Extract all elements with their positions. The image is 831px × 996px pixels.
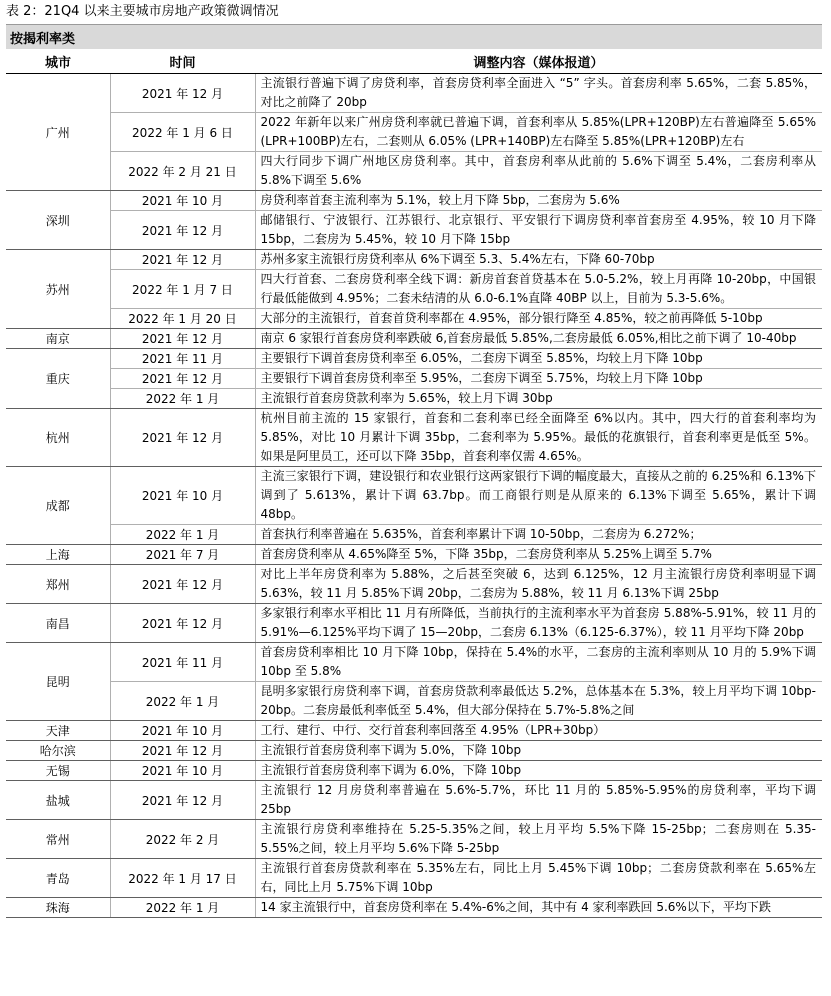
table-row [6,270,822,309]
time-cell: 2021 年 12 月 [110,369,255,389]
table-row [6,525,822,545]
time-cell: 2021 年 10 月 [110,191,255,211]
city-cell: 珠海 [6,898,110,918]
table-row [6,859,822,898]
time-cell: 2021 年 11 月 [110,349,255,369]
time-cell: 2021 年 12 月 [110,74,255,113]
content-cell: 四大行首套、二套房贷利率全线下调：新房首套首贷基本在 5.0-5.2%，较上月再降 10-20bp，中国银行最低能做到 4.95%；二套未结清的从 6.0-6.1%直降 40BP 以上，目前为 5.3-5.6%。 [255,270,822,309]
time-cell: 2022 年 1 月 [110,682,255,721]
city-cell: 成都 [6,467,110,545]
content-cell: 杭州目前主流的 15 家银行，首套和二套利率已经全面降至 6%以内。其中，四大行的首套利率均为 5.85%，对比 10 月累计下调 35bp，二套利率为 5.95%。最低的花旗银行，首套利率更是低至 5%。如果是阿里员工，还可以下降 35bp，首套利率仅需 4.65%。 [255,409,822,467]
content-cell: 首套房贷利率相比 10 月下降 10bp，保持在 5.4%的水平，二套房的主流利率则从 10 月的 5.9%下调 10bp 至 5.8% [255,643,822,682]
time-cell: 2022 年 1 月 7 日 [110,270,255,309]
table-row [6,250,822,270]
table-row [6,565,822,604]
city-cell: 南昌 [6,604,110,643]
content-cell: 房贷利率首套主流利率为 5.1%，较上月下降 5bp，二套房为 5.6% [255,191,822,211]
time-cell: 2022 年 1 月 [110,389,255,409]
content-cell: 苏州多家主流银行房贷利率从 6%下调至 5.3、5.4%左右，下降 60-70bp [255,250,822,270]
time-cell: 2021 年 7 月 [110,545,255,565]
header-row [6,49,822,74]
policy-table [6,24,822,918]
city-cell: 重庆 [6,349,110,409]
time-cell: 2021 年 12 月 [110,409,255,467]
content-cell: 主流银行普遍下调了房贷利率，首套房贷利率全面进入 “5” 字头。首套房利率 5.65%，二套 5.85%，对比之前降了 20bp [255,74,822,113]
time-cell: 2022 年 2 月 21 日 [110,152,255,191]
time-cell: 2021 年 12 月 [110,329,255,349]
time-cell: 2022 年 1 月 6 日 [110,113,255,152]
content-cell: 主要银行下调首套房贷利率至 5.95%，二套房下调至 5.75%，均较上月下降 10bp [255,369,822,389]
table-row [6,409,822,467]
content-cell: 主流银行 12 月房贷利率普遍在 5.6%-5.7%，环比 11 月的 5.85%-5.95%的房贷利率，平均下调 25bp [255,781,822,820]
table-row [6,781,822,820]
city-cell: 上海 [6,545,110,565]
city-cell: 哈尔滨 [6,741,110,761]
section-label: 按揭利率类 [6,25,822,50]
content-cell: 南京 6 家银行首套房贷利率跌破 6,首套房最低 5.85%,二套房最低 6.05%,相比之前下调了 10-40bp [255,329,822,349]
content-cell: 主流银行首套房贷款利率为 5.65%，较上月下调 30bp [255,389,822,409]
city-cell: 广州 [6,74,110,191]
table-row [6,329,822,349]
city-cell: 杭州 [6,409,110,467]
content-cell: 首套房贷利率从 4.65%降至 5%，下降 35bp，二套房贷利率从 5.25%上调至 5.7% [255,545,822,565]
table-row [6,191,822,211]
content-cell: 四大行同步下调广州地区房贷利率。其中，首套房利率从此前的 5.6%下调至 5.4%，二套房利率从 5.8%下调至 5.6% [255,152,822,191]
time-cell: 2022 年 2 月 [110,820,255,859]
time-cell: 2021 年 12 月 [110,565,255,604]
table-row [6,467,822,525]
city-cell: 苏州 [6,250,110,329]
city-cell: 天津 [6,721,110,741]
city-cell: 郑州 [6,565,110,604]
table-row [6,389,822,409]
table-row [6,820,822,859]
table-row [6,369,822,389]
table-row [6,152,822,191]
time-cell: 2021 年 11 月 [110,643,255,682]
table-caption: 表 2：21Q4 以来主要城市房地产政策微调情况 [6,4,279,19]
city-cell: 青岛 [6,859,110,898]
table-row [6,545,822,565]
table-row [6,349,822,369]
content-cell: 主流银行首套房贷利率下调为 5.0%，下降 10bp [255,741,822,761]
time-cell: 2022 年 1 月 20 日 [110,309,255,329]
content-cell: 工行、建行、中行、交行首套利率回落至 4.95%（LPR+30bp） [255,721,822,741]
section-row [6,25,822,50]
header-content: 调整内容（媒体报道） [255,49,822,74]
table-row [6,74,822,113]
city-cell: 无锡 [6,761,110,781]
time-cell: 2021 年 12 月 [110,604,255,643]
table-row [6,309,822,329]
city-cell: 深圳 [6,191,110,250]
time-cell: 2021 年 10 月 [110,467,255,525]
table-row [6,761,822,781]
city-cell: 常州 [6,820,110,859]
table-row [6,682,822,721]
table-row [6,211,822,250]
content-cell: 主要银行下调首套房贷利率至 6.05%，二套房下调至 5.85%，均较上月下降 10bp [255,349,822,369]
time-cell: 2021 年 10 月 [110,721,255,741]
content-cell: 主流银行房贷利率维持在 5.25-5.35%之间，较上月平均 5.5%下降 15-25bp；二套房则在 5.35-5.55%之间，较上月平均 5.6%下降 5-25bp [255,820,822,859]
content-cell: 主流银行首套房贷款利率在 5.35%左右，同比上月 5.45%下调 10bp；二套房贷款利率在 5.65%左右，同比上月 5.75%下调 10bp [255,859,822,898]
content-cell: 14 家主流银行中，首套房贷利率在 5.4%-6%之间，其中有 4 家利率跌回 5.6%以下，平均下跌 [255,898,822,918]
content-cell: 邮储银行、宁波银行、江苏银行、北京银行、平安银行下调房贷利率首套房至 4.95%，较 10 月下降 15bp，二套房为 5.45%，较 10 月下降 15bp [255,211,822,250]
header-time: 时间 [110,49,255,74]
time-cell: 2021 年 12 月 [110,211,255,250]
table-row [6,643,822,682]
time-cell: 2021 年 12 月 [110,781,255,820]
time-cell: 2022 年 1 月 [110,525,255,545]
city-cell: 昆明 [6,643,110,721]
table-row [6,741,822,761]
content-cell: 大部分的主流银行，首套首贷利率都在 4.95%，部分银行降至 4.85%，较之前再降低 5-10bp [255,309,822,329]
content-cell: 主流三家银行下调，建设银行和农业银行这两家银行下调的幅度最大，直接从之前的 6.25%和 6.13%下调到了 5.613%，累计下调 63.7bp。而工商银行则是从原来的 6.13%下调至 5.65%，累计下调 48bp。 [255,467,822,525]
time-cell: 2021 年 10 月 [110,761,255,781]
time-cell: 2022 年 1 月 [110,898,255,918]
content-cell: 多家银行利率水平相比 11 月有所降低，当前执行的主流利率水平为首套房 5.88%-5.91%，较 11 月的 5.91%—6.125%平均下调了 15—20bp，二套房 6.13%（6.125-6.37%），较 11 月平均下降 20bp [255,604,822,643]
content-cell: 2022 年新年以来广州房贷利率就已普遍下调，首套利率从 5.85%(LPR+120BP)左右普遍降至 5.65%(LPR+100BP)左右，二套则从 6.05% (LPR+140BP)左右降至 5.85%(LPR+120BP)左右 [255,113,822,152]
content-cell: 昆明多家银行房贷利率下调，首套房贷款利率最低达 5.2%，总体基本在 5.3%，较上月平均下调 10bp-20bp。二套房最低利率低至 5.4%，但大部分保持在 5.7%-5.8%之间 [255,682,822,721]
time-cell: 2021 年 12 月 [110,250,255,270]
city-cell: 盐城 [6,781,110,820]
content-cell: 主流银行首套房贷利率下调为 6.0%，下降 10bp [255,761,822,781]
table-row [6,721,822,741]
content-cell: 首套执行利率普遍在 5.635%，首套利率累计下调 10-50bp，二套房为 6.272%； [255,525,822,545]
table-row [6,113,822,152]
table-row [6,604,822,643]
city-cell: 南京 [6,329,110,349]
time-cell: 2022 年 1 月 17 日 [110,859,255,898]
content-cell: 对比上半年房贷利率为 5.88%，之后甚至突破 6，达到 6.125%，12 月主流银行房贷利率明显下调 5.63%，较 11 月 5.85%下调 20bp，二套房为 5.88%，较 11 月 6.13%下调 25bp [255,565,822,604]
table-row [6,898,822,918]
header-city: 城市 [6,49,110,74]
time-cell: 2021 年 12 月 [110,741,255,761]
